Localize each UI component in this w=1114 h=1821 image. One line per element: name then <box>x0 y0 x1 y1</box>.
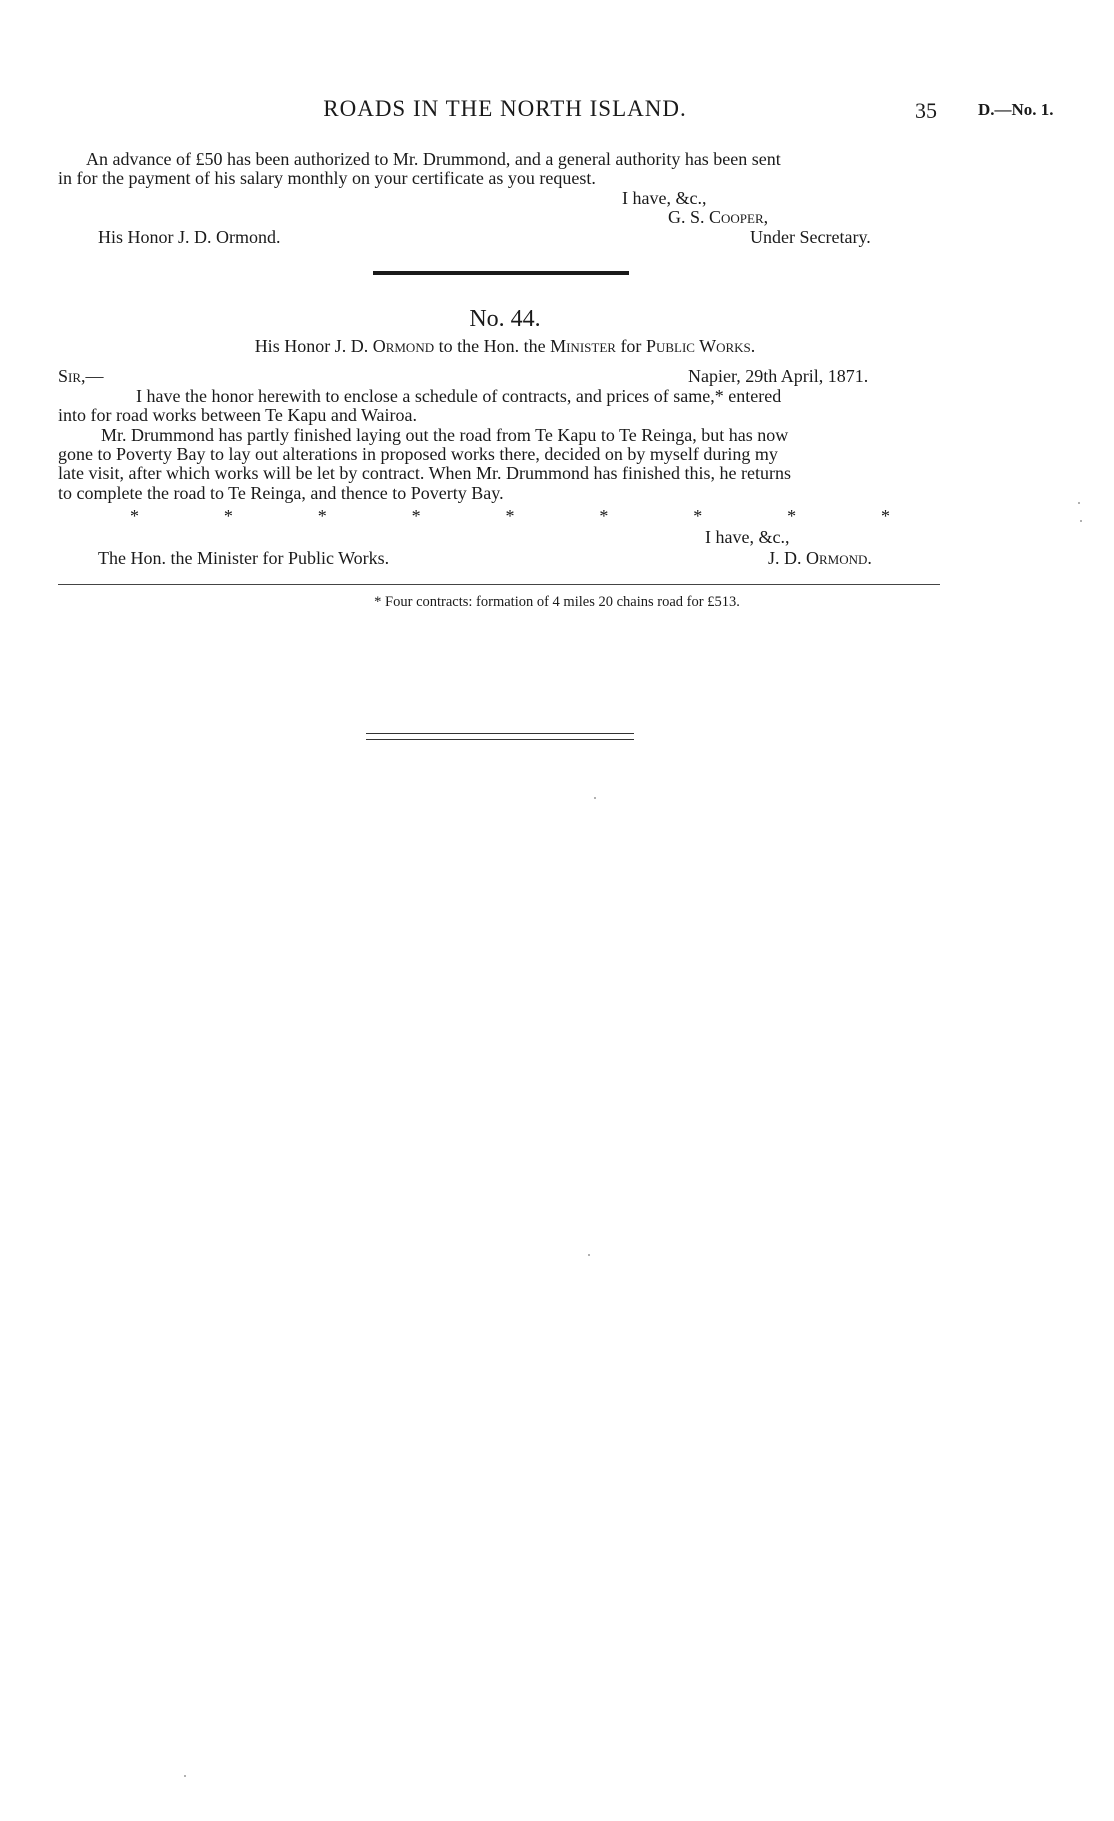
star: * <box>411 506 421 526</box>
heading-office: Minister <box>550 336 616 356</box>
signature-name: Ormond. <box>806 548 872 568</box>
addressee-ormond: His Honor J. D. Ormond. <box>98 227 281 247</box>
running-header-title: ROADS IN THE NORTH ISLAND. <box>323 96 687 121</box>
heading-dept: Public Works. <box>645 336 756 356</box>
closing-phrase-44: I have, &c., <box>705 527 790 547</box>
star: * <box>787 506 797 526</box>
place-date: Napier, 29th April, 1871. <box>688 366 869 386</box>
omission-stars <box>130 506 890 527</box>
star: * <box>881 506 890 526</box>
star: * <box>599 506 609 526</box>
scan-speck <box>184 1775 186 1777</box>
signature-cooper: G. S. Cooper, <box>668 207 769 227</box>
para1-line-1: I have the honor herewith to enclose a schedule of contracts, and prices of same,* entered <box>136 386 782 406</box>
star: * <box>317 506 327 526</box>
star: * <box>223 506 233 526</box>
star: * <box>130 506 139 526</box>
addressee-minister: The Hon. the Minister for Public Works. <box>98 548 390 568</box>
advance-text-line-2: in for the payment of his salary monthly on your certificate as you request. <box>58 168 596 188</box>
advance-text-line-1: An advance of £50 has been authorized to Mr. Drummond, and a general authority has been sent <box>86 149 781 169</box>
signature-ormond <box>768 548 872 569</box>
signatory-title: Under Secretary. <box>750 227 871 247</box>
scan-speck <box>594 797 596 799</box>
letter-number: No. 44. <box>469 306 541 332</box>
scan-speck <box>1078 502 1080 504</box>
salutation: Sir,— <box>58 366 104 386</box>
heading-for: for <box>620 336 642 356</box>
section-divider-rule <box>373 271 629 275</box>
page-number: 35 <box>915 98 937 123</box>
para2-line-1: Mr. Drummond has partly finished laying out the road from Te Kapu to Te Reinga, but has now <box>101 425 789 445</box>
end-double-rule <box>366 733 634 740</box>
footnote-rule <box>58 584 940 585</box>
document-code: D.—No. 1. <box>978 100 1054 119</box>
para2-line-2: gone to Poverty Bay to lay out alterations in proposed works there, decided on by myself during my <box>58 444 778 464</box>
scan-speck <box>1080 520 1082 522</box>
heading-name: Ormond <box>372 336 435 356</box>
scan-speck <box>588 1254 590 1256</box>
heading-prefix: His Honor J. D. <box>254 336 369 356</box>
para1-line-2: into for road works between Te Kapu and Wairoa. <box>58 405 418 425</box>
para2-line-3: late visit, after which works will be let by contract. When Mr. Drummond has finished this, he returns <box>58 463 792 483</box>
star: * <box>693 506 703 526</box>
footnote: * Four contracts: formation of 4 miles 20 chains road for £513. <box>374 594 740 610</box>
star: * <box>505 506 515 526</box>
heading-mid: to the Hon. the <box>438 336 546 356</box>
letter-heading <box>0 336 1010 357</box>
para2-line-4: to complete the road to Te Reinga, and thence to Poverty Bay. <box>58 483 504 503</box>
closing-phrase: I have, &c., <box>622 188 707 208</box>
signature-initials: J. D. <box>768 548 802 568</box>
